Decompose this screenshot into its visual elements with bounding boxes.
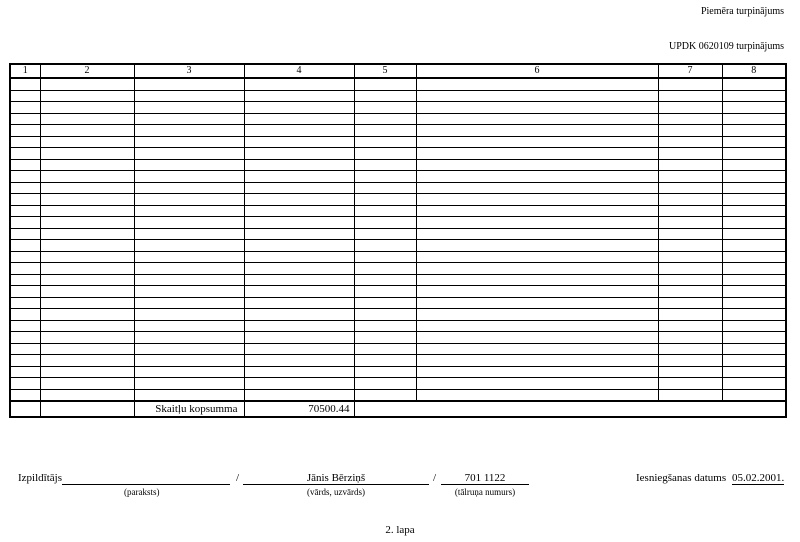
table-cell[interactable]: [40, 102, 134, 114]
table-cell[interactable]: [244, 389, 354, 401]
table-cell[interactable]: [40, 125, 134, 137]
date-field[interactable]: [732, 472, 784, 485]
table-cell[interactable]: [658, 332, 722, 344]
table-cell[interactable]: [722, 125, 786, 137]
phone-field[interactable]: [441, 472, 529, 485]
table-cell[interactable]: [10, 263, 40, 275]
table-cell[interactable]: [40, 309, 134, 321]
table-cell[interactable]: [722, 286, 786, 298]
sum-empty-cell: [40, 401, 134, 417]
table-cell[interactable]: [658, 320, 722, 332]
table-cell[interactable]: [722, 332, 786, 344]
table-cell[interactable]: [244, 240, 354, 252]
table-cell[interactable]: [244, 297, 354, 309]
table-cell[interactable]: [40, 78, 134, 90]
table-cell[interactable]: [722, 182, 786, 194]
table-cell[interactable]: [416, 355, 658, 367]
table-cell[interactable]: [10, 136, 40, 148]
table-cell[interactable]: [658, 148, 722, 160]
table-cell[interactable]: [354, 159, 416, 171]
table-cell[interactable]: [134, 136, 244, 148]
table-cell[interactable]: [134, 389, 244, 401]
column-header: 2: [40, 64, 134, 78]
table-cell[interactable]: [10, 78, 40, 90]
table-cell[interactable]: [10, 182, 40, 194]
table-cell[interactable]: [244, 378, 354, 390]
table-cell[interactable]: [10, 102, 40, 114]
table-cell[interactable]: [354, 263, 416, 275]
table-cell[interactable]: [10, 320, 40, 332]
table-cell[interactable]: [416, 228, 658, 240]
table-cell[interactable]: [658, 171, 722, 183]
table-cell[interactable]: [10, 355, 40, 367]
table-row: [10, 378, 786, 390]
table-cell[interactable]: [354, 389, 416, 401]
table-cell[interactable]: [10, 171, 40, 183]
column-header: 7: [658, 64, 722, 78]
table-cell[interactable]: [40, 343, 134, 355]
table-row: [10, 113, 786, 125]
table-row: [10, 90, 786, 102]
sum-row: [10, 401, 786, 417]
table-row: [10, 240, 786, 252]
table-cell[interactable]: [354, 125, 416, 137]
table-cell[interactable]: [722, 263, 786, 275]
table-cell[interactable]: [658, 113, 722, 125]
table-cell[interactable]: [134, 113, 244, 125]
table-cell[interactable]: [244, 332, 354, 344]
table-row: [10, 389, 786, 401]
table-cell[interactable]: [40, 136, 134, 148]
table-cell[interactable]: [134, 343, 244, 355]
table-cell[interactable]: [416, 159, 658, 171]
table-cell[interactable]: [354, 217, 416, 229]
table-cell[interactable]: [354, 194, 416, 206]
table-cell[interactable]: [416, 240, 658, 252]
table-cell[interactable]: [416, 102, 658, 114]
table-cell[interactable]: [658, 309, 722, 321]
table-row: [10, 159, 786, 171]
table-cell[interactable]: [244, 125, 354, 137]
table-cell[interactable]: [354, 136, 416, 148]
table-cell[interactable]: [354, 228, 416, 240]
table-cell[interactable]: [134, 90, 244, 102]
sum-value: 70500.44: [244, 401, 354, 417]
table-row: [10, 182, 786, 194]
table-cell[interactable]: [10, 332, 40, 344]
table-cell[interactable]: [658, 136, 722, 148]
table-cell[interactable]: [244, 182, 354, 194]
table-row: [10, 355, 786, 367]
table-cell[interactable]: [134, 148, 244, 160]
table-cell[interactable]: [40, 240, 134, 252]
table-cell[interactable]: [354, 182, 416, 194]
table-cell[interactable]: [244, 159, 354, 171]
table-cell[interactable]: [10, 113, 40, 125]
table-row: [10, 274, 786, 286]
table-cell[interactable]: [354, 102, 416, 114]
column-header: 1: [10, 64, 40, 78]
name-value: Jānis Bērziņš: [243, 472, 429, 485]
table-cell[interactable]: [134, 102, 244, 114]
table-cell[interactable]: [354, 113, 416, 125]
table-row: [10, 205, 786, 217]
table-cell[interactable]: [134, 320, 244, 332]
table-cell[interactable]: [722, 136, 786, 148]
table-cell[interactable]: [658, 263, 722, 275]
table-cell[interactable]: [722, 378, 786, 390]
table-cell[interactable]: [244, 136, 354, 148]
table-cell[interactable]: [40, 217, 134, 229]
table-cell[interactable]: [10, 90, 40, 102]
table-cell[interactable]: [10, 159, 40, 171]
table-cell[interactable]: [658, 343, 722, 355]
table-cell[interactable]: [40, 378, 134, 390]
table-cell[interactable]: [40, 182, 134, 194]
phone-caption: (tālruņa numurs): [454, 487, 516, 497]
table-cell[interactable]: [40, 90, 134, 102]
table-cell[interactable]: [354, 378, 416, 390]
table-cell[interactable]: [354, 90, 416, 102]
separator-2: /: [433, 472, 437, 484]
table-cell[interactable]: [354, 78, 416, 90]
table-cell[interactable]: [416, 378, 658, 390]
table-cell[interactable]: [40, 355, 134, 367]
table-cell[interactable]: [416, 389, 658, 401]
table-cell[interactable]: [10, 251, 40, 263]
table-cell[interactable]: [134, 378, 244, 390]
table-row: [10, 148, 786, 160]
table-row: [10, 125, 786, 137]
table-cell[interactable]: [722, 194, 786, 206]
table-cell[interactable]: [40, 274, 134, 286]
table-cell[interactable]: [722, 297, 786, 309]
table-cell[interactable]: [416, 217, 658, 229]
column-header: 4: [244, 64, 354, 78]
table-cell[interactable]: [134, 297, 244, 309]
table-cell[interactable]: [416, 148, 658, 160]
table-cell[interactable]: [722, 217, 786, 229]
table-cell[interactable]: [10, 366, 40, 378]
table-cell[interactable]: [416, 194, 658, 206]
table-cell[interactable]: [134, 159, 244, 171]
table-cell[interactable]: [416, 205, 658, 217]
table-cell[interactable]: [134, 78, 244, 90]
table-cell[interactable]: [40, 389, 134, 401]
table-cell[interactable]: [658, 205, 722, 217]
table-cell[interactable]: [244, 113, 354, 125]
table-cell[interactable]: [354, 240, 416, 252]
table-cell[interactable]: [658, 297, 722, 309]
table-cell[interactable]: [244, 286, 354, 298]
table-cell[interactable]: [354, 366, 416, 378]
name-field[interactable]: [243, 472, 429, 485]
table-cell[interactable]: [658, 355, 722, 367]
table-cell[interactable]: [658, 125, 722, 137]
table-cell[interactable]: [244, 343, 354, 355]
table-cell[interactable]: [658, 90, 722, 102]
table-cell[interactable]: [10, 205, 40, 217]
header-continuation-label: Piemēra turpinājums: [700, 6, 784, 17]
table-cell[interactable]: [40, 251, 134, 263]
table-cell[interactable]: [40, 320, 134, 332]
name-caption: (vārds, uzvārds): [307, 487, 365, 497]
table-cell[interactable]: [722, 366, 786, 378]
table-cell[interactable]: [10, 343, 40, 355]
table-cell[interactable]: [354, 286, 416, 298]
table-cell[interactable]: [722, 148, 786, 160]
table-cell[interactable]: [10, 194, 40, 206]
table-cell[interactable]: [658, 286, 722, 298]
table-cell[interactable]: [40, 263, 134, 275]
table-cell[interactable]: [416, 251, 658, 263]
table-cell[interactable]: [134, 355, 244, 367]
table-cell[interactable]: [244, 320, 354, 332]
table-cell[interactable]: [244, 78, 354, 90]
table-cell[interactable]: [416, 125, 658, 137]
data-table: [9, 63, 787, 418]
table-cell[interactable]: [134, 125, 244, 137]
table-cell[interactable]: [134, 171, 244, 183]
table-cell[interactable]: [10, 125, 40, 137]
date-value: 05.02.2001.: [732, 472, 785, 484]
table-cell[interactable]: [416, 286, 658, 298]
table-cell[interactable]: [354, 297, 416, 309]
table-header-row: [10, 64, 786, 78]
table-cell[interactable]: [658, 389, 722, 401]
table-cell[interactable]: [40, 332, 134, 344]
table-cell[interactable]: [354, 205, 416, 217]
table-cell[interactable]: [10, 148, 40, 160]
column-header: 3: [134, 64, 244, 78]
table-cell[interactable]: [722, 171, 786, 183]
table-cell[interactable]: [354, 251, 416, 263]
table-cell[interactable]: [416, 343, 658, 355]
table-cell[interactable]: [244, 251, 354, 263]
table-cell[interactable]: [10, 309, 40, 321]
table-cell[interactable]: [40, 366, 134, 378]
table-cell[interactable]: [134, 240, 244, 252]
table-cell[interactable]: [134, 251, 244, 263]
table-cell[interactable]: [658, 159, 722, 171]
table-cell[interactable]: [658, 194, 722, 206]
table-cell[interactable]: [40, 205, 134, 217]
table-row: [10, 297, 786, 309]
table-cell[interactable]: [416, 182, 658, 194]
sum-label: Skaitļu kopsumma: [134, 401, 244, 417]
table-cell[interactable]: [416, 136, 658, 148]
table-cell[interactable]: [416, 78, 658, 90]
table-cell[interactable]: [244, 90, 354, 102]
table-cell[interactable]: [244, 366, 354, 378]
table-cell[interactable]: [40, 228, 134, 240]
table-cell[interactable]: [722, 309, 786, 321]
table-row: [10, 251, 786, 263]
table-cell[interactable]: [10, 297, 40, 309]
table-row: [10, 343, 786, 355]
table-cell[interactable]: [244, 102, 354, 114]
table-cell[interactable]: [244, 355, 354, 367]
table-cell[interactable]: [416, 90, 658, 102]
table-cell[interactable]: [134, 263, 244, 275]
table-cell[interactable]: [416, 274, 658, 286]
table-row: [10, 228, 786, 240]
signature-field[interactable]: [62, 472, 230, 488]
table-row: [10, 332, 786, 344]
table-cell[interactable]: [10, 228, 40, 240]
table-cell[interactable]: [658, 102, 722, 114]
table-cell[interactable]: [658, 274, 722, 286]
table-cell[interactable]: [722, 159, 786, 171]
table-cell[interactable]: [722, 274, 786, 286]
table-cell[interactable]: [40, 171, 134, 183]
column-header: 5: [354, 64, 416, 78]
table-cell[interactable]: [40, 286, 134, 298]
phone-value: 701 1122: [441, 472, 529, 485]
table-cell[interactable]: [658, 240, 722, 252]
table-cell[interactable]: [354, 309, 416, 321]
table-cell[interactable]: [658, 182, 722, 194]
table-cell[interactable]: [10, 240, 40, 252]
table-cell[interactable]: [658, 78, 722, 90]
table-cell[interactable]: [134, 194, 244, 206]
table-cell[interactable]: [722, 228, 786, 240]
table-cell[interactable]: [354, 320, 416, 332]
separator-1: /: [236, 472, 240, 484]
table-cell[interactable]: [722, 251, 786, 263]
table-cell[interactable]: [416, 320, 658, 332]
table-cell[interactable]: [722, 343, 786, 355]
table-cell[interactable]: [354, 343, 416, 355]
table-cell[interactable]: [416, 309, 658, 321]
table-cell[interactable]: [134, 309, 244, 321]
table-cell[interactable]: [658, 378, 722, 390]
table-cell[interactable]: [722, 240, 786, 252]
table-cell[interactable]: [244, 228, 354, 240]
signature-caption: (paraksts): [124, 487, 160, 497]
table-cell[interactable]: [244, 148, 354, 160]
table-cell[interactable]: [354, 148, 416, 160]
table-cell[interactable]: [658, 366, 722, 378]
table-cell[interactable]: [722, 90, 786, 102]
table-row: [10, 194, 786, 206]
table-row: [10, 263, 786, 275]
table-cell[interactable]: [416, 297, 658, 309]
table-cell[interactable]: [134, 205, 244, 217]
table-cell[interactable]: [244, 217, 354, 229]
table-cell[interactable]: [244, 171, 354, 183]
table-cell[interactable]: [354, 355, 416, 367]
table-cell[interactable]: [416, 263, 658, 275]
table-cell[interactable]: [40, 159, 134, 171]
table-cell[interactable]: [658, 217, 722, 229]
table-cell[interactable]: [722, 78, 786, 90]
table-cell[interactable]: [244, 194, 354, 206]
table-cell[interactable]: [134, 286, 244, 298]
table-row: [10, 309, 786, 321]
table-cell[interactable]: [10, 274, 40, 286]
table-cell[interactable]: [10, 217, 40, 229]
table-cell[interactable]: [244, 274, 354, 286]
table-cell[interactable]: [244, 205, 354, 217]
table-cell[interactable]: [134, 274, 244, 286]
table-row: [10, 366, 786, 378]
table-cell[interactable]: [10, 389, 40, 401]
table-cell[interactable]: [722, 389, 786, 401]
table-cell[interactable]: [354, 274, 416, 286]
table-cell[interactable]: [722, 355, 786, 367]
table-row: [10, 171, 786, 183]
table-cell[interactable]: [244, 309, 354, 321]
table-cell[interactable]: [40, 113, 134, 125]
table-row: [10, 286, 786, 298]
table-cell[interactable]: [134, 332, 244, 344]
table-cell[interactable]: [354, 171, 416, 183]
table-cell[interactable]: [40, 297, 134, 309]
table-row: [10, 102, 786, 114]
table-cell[interactable]: [134, 182, 244, 194]
table-cell[interactable]: [134, 366, 244, 378]
table-cell[interactable]: [722, 205, 786, 217]
sum-empty-cell: [10, 401, 40, 417]
column-header: 6: [416, 64, 658, 78]
table-row: [10, 320, 786, 332]
table-cell[interactable]: [134, 228, 244, 240]
table-cell[interactable]: [722, 113, 786, 125]
table-cell[interactable]: [354, 332, 416, 344]
header-form-code: UPDK 0620109 turpinājums: [669, 41, 784, 52]
table-cell[interactable]: [722, 102, 786, 114]
date-label: Iesniegšanas datums: [636, 472, 727, 484]
table-cell[interactable]: [244, 263, 354, 275]
table-cell[interactable]: [40, 148, 134, 160]
sum-empty-cell: [354, 401, 786, 417]
table-row: [10, 136, 786, 148]
table-row: [10, 217, 786, 229]
table-cell[interactable]: [416, 366, 658, 378]
table-cell[interactable]: [722, 320, 786, 332]
table-cell[interactable]: [416, 171, 658, 183]
executor-label: Izpildītājs: [18, 472, 62, 484]
page-number: 2. lapa: [385, 524, 415, 536]
table-cell[interactable]: [40, 194, 134, 206]
table-row: [10, 78, 786, 90]
table-cell[interactable]: [416, 113, 658, 125]
table-cell[interactable]: [658, 251, 722, 263]
table-cell[interactable]: [10, 378, 40, 390]
table-cell[interactable]: [416, 332, 658, 344]
table-cell[interactable]: [10, 286, 40, 298]
table-cell[interactable]: [658, 228, 722, 240]
table-cell[interactable]: [134, 217, 244, 229]
column-header: 8: [722, 64, 786, 78]
